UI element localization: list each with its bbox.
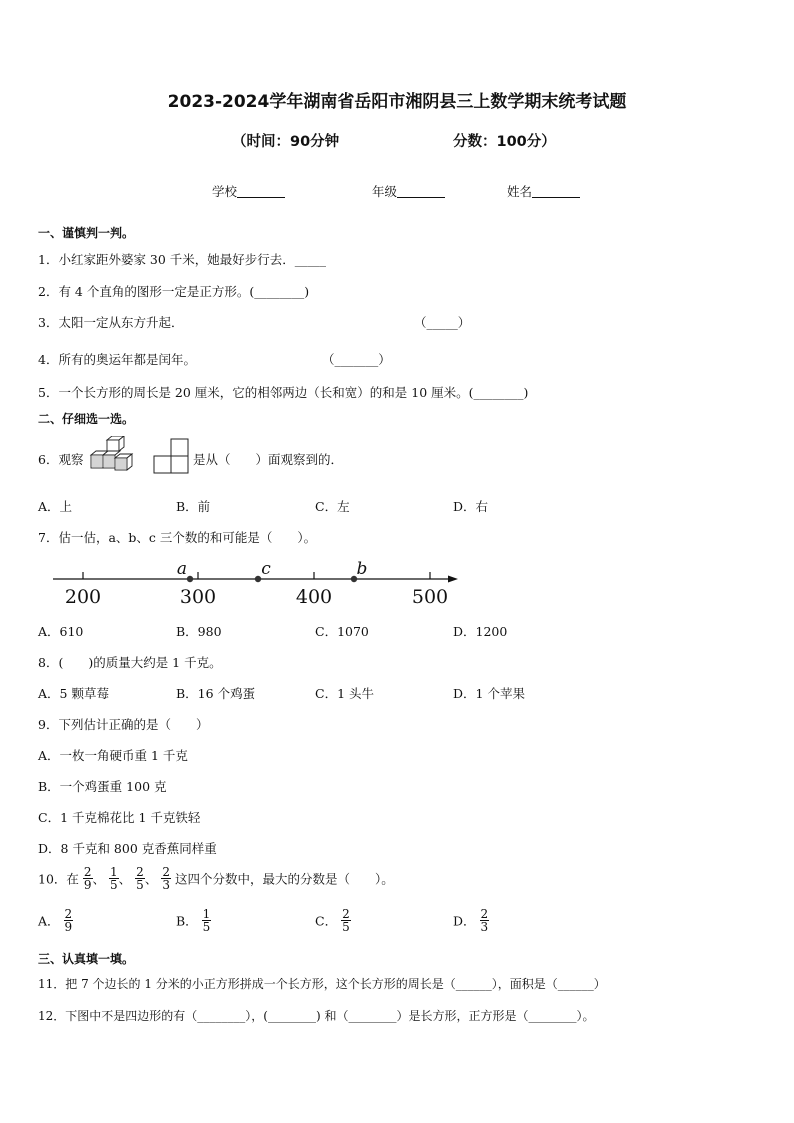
q10-option-d: D． $\frac{2}{3}$ — [453, 907, 489, 934]
question-11: 11．把 7 个边长的 1 分米的小正方形拼成一个长方形，这个长方形的周长是（______），面积是（______） — [38, 977, 606, 991]
q6-option-b: B．前 — [176, 499, 211, 514]
q8-option-b: B．16 个鸡蛋 — [176, 686, 256, 701]
q10-option-b: B． $\frac{1}{5}$ — [176, 907, 211, 934]
question-5: 5．一个长方形的周长是 20 厘米，它的相邻两边（长和宽）的和是 10 厘米。(________) — [38, 385, 529, 400]
section-3-heading: 三、认真填一填。 — [38, 952, 135, 966]
grade-field: 年级 — [372, 182, 445, 200]
point-c — [255, 576, 261, 582]
question-4-blank: （_______） — [322, 352, 391, 367]
tick-label-200: 200 — [64, 586, 102, 608]
q10-fraction-3: $\frac{2}{5}$ — [136, 865, 144, 892]
section-1-heading: 一、谨慎判一判。 — [38, 226, 135, 240]
question-12: 12．下图中不是四边形的有（________），(________) 和（________）是长方形，正方形是（________）。 — [38, 1009, 595, 1023]
q7-option-a: A．610 — [38, 624, 84, 639]
question-1: 1．小红家距外婆家 30 千米，她最好步行去．_____ — [38, 252, 327, 267]
q7-option-d: D．1200 — [453, 624, 508, 639]
question-6-start: 6．观察 — [38, 452, 84, 467]
name-field: 姓名 — [507, 182, 580, 200]
q10-option-a: A． $\frac{2}{9}$ — [38, 907, 73, 934]
q7-option-b: B．980 — [176, 624, 222, 639]
question-4: 4．所有的奥运年都是闰年。 — [38, 352, 196, 367]
view-grid-figure — [153, 438, 191, 476]
question-8: 8．( )的质量大约是 1 千克。 — [38, 655, 222, 670]
q10-option-c: C． $\frac{2}{5}$ — [315, 907, 350, 934]
tick-label-500: 500 — [411, 586, 449, 608]
question-10: 10．在 $\frac{2}{9}$ 、 $\frac{1}{5}$ 、 $\frac{2}{5}$ 、 $\frac{2}{3}$ 这四个分数中，最大的分数是（ ）。 — [38, 865, 394, 892]
q8-option-d: D．1 个苹果 — [453, 686, 525, 701]
tick-label-300: 300 — [179, 586, 217, 608]
q7-option-c: C．1070 — [315, 624, 369, 639]
q9-option-d: D．8 千克和 800 克香蕉同样重 — [38, 841, 217, 856]
point-label-b: b — [356, 559, 368, 579]
question-3: 3．太阳一定从东方升起． — [38, 315, 184, 330]
exam-score: 分数：100分） — [453, 134, 556, 150]
q6-option-a: A．上 — [38, 499, 73, 514]
cube-stack-figure — [88, 436, 144, 474]
page-title: 2023-2024学年湖南省岳阳市湘阴县三上数学期末统考试题 — [167, 92, 627, 112]
question-6-end: 是从（ ）面观察到的． — [193, 452, 344, 467]
q10-fraction-4: $\frac{2}{3}$ — [162, 865, 170, 892]
question-9: 9．下列估计正确的是（ ） — [38, 717, 209, 732]
q8-option-a: A．5 颗草莓 — [38, 686, 109, 701]
q6-option-d: D．右 — [453, 499, 489, 514]
question-2: 2．有 4 个直角的图形一定是正方形。(________) — [38, 284, 310, 299]
q8-option-c: C．1 头牛 — [315, 686, 374, 701]
q9-option-b: B．一个鸡蛋重 100 克 — [38, 779, 167, 794]
tick-label-400: 400 — [295, 586, 333, 608]
point-label-a: a — [176, 559, 188, 579]
q10-fraction-1: $\frac{2}{9}$ — [83, 865, 92, 892]
q9-option-c: C．1 千克棉花比 1 千克铁轻 — [38, 810, 201, 825]
number-line — [50, 556, 470, 608]
exam-time: （时间：90分钟 — [232, 134, 340, 150]
q9-option-a: A．一枚一角硬币重 1 千克 — [38, 748, 188, 763]
q6-option-c: C．左 — [315, 499, 350, 514]
school-field: 学校 — [212, 182, 285, 200]
question-7: 7．估一估，a、b、c 三个数的和可能是（ ）。 — [38, 530, 317, 545]
section-2-heading: 二、仔细选一选。 — [38, 412, 135, 426]
point-a — [187, 576, 193, 582]
question-3-blank: （_____） — [414, 315, 471, 330]
point-label-c: c — [261, 559, 271, 579]
q10-fraction-2: $\frac{1}{5}$ — [110, 865, 118, 892]
